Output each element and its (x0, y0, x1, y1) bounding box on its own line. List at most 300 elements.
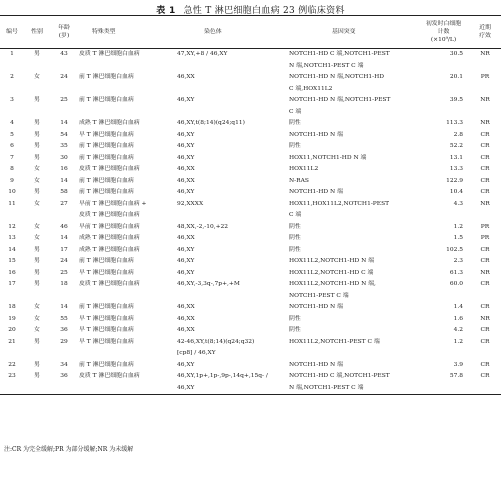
cell-mutation-line: HOX11,NOTCH1-HD N 端 (289, 154, 367, 161)
cell-outcome: NR (480, 315, 490, 322)
cell-type-line: 前 T 淋巴细胞白血病 (79, 361, 134, 368)
cell-outcome: CR (480, 166, 490, 172)
table-row (0, 95, 501, 118)
cell-wbc: 13.3 (449, 166, 463, 172)
cell-sex: 女 (34, 74, 40, 80)
cell-age: 25 (60, 269, 68, 276)
cell-mutation-line: NOTCH1-HD N 端 (289, 361, 343, 368)
table-row (0, 187, 501, 199)
table-row (0, 118, 501, 130)
cell-type (78, 118, 176, 130)
cell-mutation-line: C 端,HOX11L2 (289, 85, 333, 92)
header-karyotype: 染色体 (204, 29, 222, 35)
cell-outcome: CR (480, 143, 490, 149)
table-row (0, 49, 501, 73)
cell-wbc: 1.2 (453, 223, 463, 230)
cell-karyotype (176, 279, 288, 302)
cell-karyotype-line: 46,XX (177, 304, 195, 310)
cell-type-line: 前 T 淋巴细胞白血病 (79, 97, 134, 103)
cell-no: 1 (10, 51, 14, 57)
cell-outcome: CR (480, 189, 490, 195)
cell-no: 18 (8, 304, 16, 310)
cell-outcome: CR (480, 258, 490, 264)
cell-mutation (288, 141, 418, 153)
cell-outcome: CR (480, 131, 490, 138)
cell-age: 16 (60, 166, 68, 172)
cell-mutation (288, 325, 418, 337)
cell-wbc: 52.2 (449, 143, 463, 149)
table-row (0, 325, 501, 337)
cell-mutation-line: 阴性 (289, 223, 301, 230)
cell-outcome: CR (480, 154, 490, 161)
cell-no: 3 (10, 97, 14, 103)
cell-type-line: 前 T 淋巴细胞白血病 (79, 74, 134, 80)
cell-type-line: 皮质 T 淋巴细胞白血病 (79, 51, 140, 57)
cell-karyotype-line: 46,XX (177, 166, 195, 172)
cell-sex: 男 (34, 154, 40, 161)
cell-type (78, 222, 176, 234)
cell-type (78, 199, 176, 222)
cell-karyotype (176, 72, 288, 95)
cell-mutation (288, 245, 418, 257)
cell-sex: 女 (34, 177, 40, 184)
cell-type-line: 皮质 T 淋巴细胞白血病 (79, 281, 140, 287)
cell-mutation-line: NOTCH1-HD N 端 (289, 189, 343, 195)
table-row (0, 199, 501, 222)
table-row (0, 164, 501, 176)
table-row (0, 268, 501, 280)
cell-karyotype (176, 141, 288, 153)
cell-wbc: 57.8 (449, 373, 463, 379)
cell-type-line: 早 T 淋巴细胞白血病 (79, 131, 134, 138)
cell-mutation (288, 130, 418, 142)
cell-karyotype-line: 46,XY (177, 143, 195, 149)
header-outcome (469, 16, 501, 49)
cell-age: 27 (60, 200, 68, 207)
cell-mutation (288, 222, 418, 234)
cell-karyotype-line: 46,XY (177, 154, 195, 161)
cell-mutation-line: HOX11L2,NOTCH1-HD N 端 (289, 258, 375, 264)
cell-sex: 男 (34, 131, 40, 138)
cell-sex: 男 (34, 258, 40, 264)
cell-mutation (288, 360, 418, 372)
table-row (0, 371, 501, 395)
cell-mutation-line: C 端 (289, 212, 302, 218)
cell-age: 24 (60, 258, 68, 264)
cell-age: 58 (60, 189, 68, 195)
cell-type (78, 371, 176, 395)
cell-mutation (288, 256, 418, 268)
cell-outcome: CR (480, 281, 490, 287)
cell-mutation (288, 95, 418, 118)
cell-karyotype (176, 222, 288, 234)
cell-karyotype (176, 325, 288, 337)
cell-wbc: 2.8 (453, 131, 463, 138)
cell-mutation (288, 233, 418, 245)
header-no: 编号 (6, 29, 18, 35)
cell-type (78, 187, 176, 199)
cell-type (78, 141, 176, 153)
cell-wbc: 113.3 (446, 120, 463, 126)
cell-type-line: 前 T 淋巴细胞白血病 (79, 177, 134, 184)
cell-karyotype (176, 302, 288, 314)
cell-sex: 男 (34, 269, 40, 276)
cell-karyotype (176, 256, 288, 268)
cell-type (78, 268, 176, 280)
cell-type (78, 72, 176, 95)
cell-mutation-line: HOX11,HOX11L2,NOTCH1-PEST (289, 200, 390, 207)
cell-wbc: 3.9 (453, 361, 463, 368)
cell-age: 55 (60, 315, 68, 322)
cell-wbc: 20.1 (449, 74, 463, 80)
cell-sex: 女 (34, 327, 40, 333)
table-row (0, 176, 501, 188)
cell-karyotype (176, 49, 288, 73)
cell-no: 4 (10, 120, 14, 126)
cell-no: 8 (10, 166, 14, 172)
cell-mutation (288, 314, 418, 326)
cell-mutation-line: NOTCH1-HD C 端,NOTCH1-PEST (289, 373, 390, 379)
table-row (0, 141, 501, 153)
cell-type (78, 314, 176, 326)
cell-outcome: NR (480, 97, 490, 103)
cell-mutation-line: HOX11L2,NOTCH1-HD C 端 (289, 269, 374, 276)
cell-age: 46 (60, 223, 68, 230)
cell-mutation (288, 49, 418, 73)
cell-outcome: CR (480, 373, 490, 379)
cell-type-line: 早 T 淋巴细胞白血病 (79, 327, 134, 333)
cell-no: 7 (10, 154, 14, 161)
cell-karyotype-line: 46,XY (177, 97, 195, 103)
cell-wbc: 10.4 (449, 189, 463, 195)
cell-mutation-line: NOTCH1-PEST C 端 (289, 292, 349, 299)
table-row (0, 245, 501, 257)
table-footnote: 注:CR 为完全缓解;PR 为部分缓解;NR 为未缓解 (4, 446, 134, 453)
cell-no: 22 (8, 361, 16, 368)
cell-karyotype (176, 153, 288, 165)
cell-karyotype-line: 46,XY (177, 189, 195, 195)
table-row (0, 279, 501, 302)
cell-mutation-line: 阴性 (289, 143, 301, 149)
cell-wbc: 1.6 (453, 315, 463, 322)
cell-no: 2 (10, 74, 14, 80)
cell-outcome: NR (480, 200, 490, 207)
cell-no: 13 (8, 235, 16, 241)
cell-no: 11 (8, 200, 16, 207)
cell-age: 24 (60, 74, 68, 80)
cell-karyotype-line: 47,XY,+8 / 46,XY (177, 51, 228, 57)
cell-type-line: 早前 T 淋巴细胞白血病 (79, 223, 140, 230)
cell-sex: 男 (34, 361, 40, 368)
header-age-unit: (岁) (58, 33, 70, 39)
cell-wbc: 1.4 (453, 304, 463, 310)
cell-mutation-line: HOX11L2,NOTCH1-HD N 端, (289, 281, 376, 287)
cell-type (78, 95, 176, 118)
table-row (0, 256, 501, 268)
cell-karyotype-line: 46,XY (177, 131, 195, 138)
cell-type (78, 360, 176, 372)
cell-karyotype-line: 46,XY (177, 258, 195, 264)
cell-karyotype (176, 130, 288, 142)
cell-outcome: CR (480, 338, 490, 345)
table-label: 表 1 (156, 6, 176, 16)
cell-age: 36 (60, 373, 68, 379)
cell-mutation (288, 268, 418, 280)
cell-no: 12 (8, 223, 16, 230)
cell-mutation-line: 阴性 (289, 315, 301, 322)
cell-outcome: PR (480, 235, 490, 241)
cell-type (78, 256, 176, 268)
cell-karyotype-line: 92,XXXX (177, 200, 204, 207)
cell-mutation (288, 176, 418, 188)
cell-sex: 女 (34, 315, 40, 322)
cell-karyotype-line: 46,XY (177, 361, 195, 368)
table-body (0, 49, 501, 395)
cell-karyotype (176, 118, 288, 130)
cell-no: 14 (8, 246, 16, 253)
cell-wbc: 61.3 (449, 269, 463, 276)
cell-type (78, 130, 176, 142)
table-row (0, 360, 501, 372)
cell-mutation (288, 187, 418, 199)
table-row (0, 337, 501, 360)
cell-karyotype (176, 314, 288, 326)
cell-karyotype (176, 268, 288, 280)
cell-wbc: 13.1 (449, 154, 463, 161)
cell-sex: 男 (34, 97, 40, 103)
cell-no: 16 (8, 269, 16, 276)
cell-wbc: 102.5 (446, 246, 463, 253)
cell-outcome: NR (480, 269, 490, 276)
cell-outcome: CR (480, 304, 490, 310)
cell-karyotype (176, 199, 288, 222)
cell-karyotype-line: [cp8] / 46,XY (177, 350, 216, 356)
table-row (0, 233, 501, 245)
cell-mutation (288, 199, 418, 222)
cell-karyotype-line: 46,XY,1p+,1p-,9p-,14q+,15q- / (177, 373, 268, 379)
cell-sex: 男 (34, 338, 40, 345)
cell-type-line: 前 T 淋巴细胞白血病 (79, 304, 134, 310)
cell-outcome: CR (480, 177, 490, 184)
cell-type (78, 337, 176, 360)
cell-age: 14 (60, 235, 68, 241)
cell-no: 10 (8, 189, 16, 195)
cell-mutation (288, 164, 418, 176)
cell-karyotype-line: 46,XX (177, 177, 195, 184)
cell-type (78, 279, 176, 302)
cell-karyotype (176, 245, 288, 257)
cell-age: 18 (60, 281, 68, 287)
cell-karyotype (176, 176, 288, 188)
cell-type (78, 153, 176, 165)
cell-karyotype (176, 360, 288, 372)
cell-karyotype (176, 371, 288, 395)
cell-age: 17 (60, 246, 68, 253)
cell-karyotype-line: 46,XY,-3,3q-,7p+,+M (177, 281, 240, 287)
table-header-row (0, 16, 501, 49)
cell-mutation-line: N-RAS (289, 177, 309, 184)
table-caption: 急性 T 淋巴细胞白血病 23 例临床资料 (183, 6, 345, 16)
cell-age: 36 (60, 327, 68, 333)
cell-wbc: 2.3 (453, 258, 463, 264)
header-wbc-unit: (×10⁹/L) (430, 37, 457, 43)
header-age-label: 年龄 (58, 25, 70, 31)
cell-type (78, 233, 176, 245)
cell-type-line: 早 T 淋巴细胞白血病 (79, 315, 134, 322)
cell-mutation-line: 阴性 (289, 235, 301, 241)
cell-no: 6 (10, 143, 14, 149)
cell-type-line: 皮质 T 淋巴细胞白血病 (79, 166, 140, 172)
cell-karyotype-line: 46,XY,t(8;14)(q24;q11) (177, 120, 245, 126)
header-outcome-label2: 疗效 (479, 33, 491, 39)
cell-karyotype-line: 46,XX (177, 327, 195, 333)
header-wbc-label: 初发时白细胞 (425, 21, 462, 27)
cell-mutation-line: 阴性 (289, 246, 301, 253)
cell-wbc: 39.5 (449, 97, 463, 103)
cell-mutation (288, 337, 418, 360)
cell-type-line: 皮质 T 淋巴细胞白血病 (79, 373, 140, 379)
header-outcome-label: 近期 (479, 25, 491, 31)
cell-no: 21 (8, 338, 16, 345)
cell-wbc: 4.2 (453, 327, 463, 333)
cell-age: 30 (60, 154, 68, 161)
cell-age: 35 (60, 143, 68, 149)
cell-mutation-line: NOTCH1-HD N 端,NOTCH1-HD (289, 74, 384, 80)
cell-type-line: 前 T 淋巴细胞白血病 (79, 143, 134, 149)
cell-sex: 男 (34, 373, 40, 379)
clinical-data-table (0, 15, 501, 395)
cell-karyotype-line: 46,XY (177, 246, 195, 253)
cell-type-line: 前 T 淋巴细胞白血病 (79, 258, 134, 264)
cell-age: 14 (60, 177, 68, 184)
cell-karyotype (176, 187, 288, 199)
cell-age: 43 (60, 51, 68, 57)
cell-mutation-line: HOX11L2,NOTCH1-PEST C 端 (289, 338, 380, 345)
cell-sex: 男 (34, 143, 40, 149)
cell-mutation (288, 279, 418, 302)
cell-sex: 女 (34, 235, 40, 241)
cell-type-line: 早 T 淋巴细胞白血病 (79, 338, 134, 345)
header-age (50, 16, 78, 49)
cell-mutation-line: 阴性 (289, 327, 301, 333)
header-sex: 性别 (31, 29, 43, 35)
cell-mutation (288, 72, 418, 95)
cell-type-line: 前 T 淋巴细胞白血病 (79, 154, 134, 161)
cell-mutation (288, 153, 418, 165)
cell-karyotype (176, 337, 288, 360)
cell-wbc: 122.9 (446, 177, 463, 184)
cell-no: 15 (8, 258, 16, 264)
cell-age: 25 (60, 97, 68, 103)
cell-mutation (288, 118, 418, 130)
cell-no: 9 (10, 177, 14, 184)
cell-sex: 男 (34, 120, 40, 126)
cell-type (78, 245, 176, 257)
cell-no: 20 (8, 327, 16, 333)
cell-type (78, 302, 176, 314)
header-mutation: 基因突变 (332, 29, 356, 35)
cell-type (78, 176, 176, 188)
cell-mutation (288, 302, 418, 314)
cell-mutation-line: NOTCH1-HD N 端 (289, 304, 343, 310)
cell-karyotype (176, 233, 288, 245)
cell-type-line: 早前 T 淋巴细胞白血病 + (79, 200, 147, 207)
cell-type (78, 164, 176, 176)
cell-karyotype-line: 46,XY (177, 269, 195, 276)
cell-mutation-line: NOTCH1-HD N 端,NOTCH1-PEST (289, 97, 391, 103)
cell-mutation-line: NOTCH1-HD N 端 (289, 131, 343, 138)
cell-no: 5 (10, 131, 14, 138)
cell-type-line: 成熟 T 淋巴细胞白血病 (79, 246, 140, 253)
cell-no: 19 (8, 315, 16, 322)
cell-outcome: NR (480, 120, 490, 126)
cell-outcome: NR (480, 51, 490, 57)
cell-age: 29 (60, 338, 68, 345)
cell-mutation (288, 371, 418, 395)
cell-karyotype-line: 46,XX (177, 74, 195, 80)
cell-wbc: 1.2 (453, 338, 463, 345)
cell-age: 34 (60, 361, 68, 368)
cell-outcome: CR (480, 361, 490, 368)
header-wbc-count: 计数 (437, 29, 450, 35)
cell-type-line: 皮质 T 淋巴细胞白血病 (79, 212, 140, 218)
cell-karyotype (176, 95, 288, 118)
cell-outcome: CR (480, 327, 490, 333)
cell-sex: 男 (34, 51, 40, 57)
cell-age: 54 (60, 131, 68, 138)
cell-mutation-line: N 端,NOTCH1-PEST C 端 (289, 62, 364, 69)
cell-type-line: 早 T 淋巴细胞白血病 (79, 269, 134, 276)
cell-mutation-line: 阴性 (289, 120, 301, 126)
cell-type-line: 前 T 淋巴细胞白血病 (79, 189, 134, 195)
cell-mutation-line: N 端,NOTCH1-PEST C 端 (289, 384, 364, 391)
cell-wbc: 4.3 (453, 200, 463, 207)
table-row (0, 222, 501, 234)
cell-no: 17 (8, 281, 16, 287)
cell-wbc: 1.5 (453, 235, 463, 241)
cell-wbc: 60.0 (449, 281, 463, 287)
table-row (0, 130, 501, 142)
table-row (0, 72, 501, 95)
cell-karyotype-line: 46,XX (177, 235, 195, 241)
table-row (0, 314, 501, 326)
cell-wbc: 30.5 (449, 51, 463, 57)
cell-karyotype-line: 42-46,XY,t(8;14)(q24;q32) (177, 338, 255, 345)
cell-type-line: 成熟 T 淋巴细胞白血病 (79, 120, 140, 126)
cell-karyotype-line: 46,XY (177, 384, 195, 391)
cell-karyotype (176, 164, 288, 176)
cell-type (78, 325, 176, 337)
cell-no: 23 (8, 373, 16, 379)
cell-sex: 女 (34, 304, 40, 310)
cell-age: 14 (60, 304, 68, 310)
cell-sex: 男 (34, 189, 40, 195)
table-row (0, 302, 501, 314)
cell-age: 14 (60, 120, 68, 126)
cell-mutation-line: HOX11L2 (289, 166, 319, 172)
cell-type (78, 49, 176, 73)
cell-sex: 男 (34, 246, 40, 253)
cell-sex: 女 (34, 166, 40, 172)
cell-sex: 女 (34, 200, 40, 207)
cell-sex: 男 (34, 281, 40, 287)
header-wbc (418, 16, 469, 49)
cell-sex: 女 (34, 223, 40, 230)
cell-outcome: PR (480, 74, 490, 80)
cell-type-line: 成熟 T 淋巴细胞白血病 (79, 235, 140, 241)
cell-karyotype-line: 46,XX (177, 315, 195, 322)
table-row (0, 153, 501, 165)
